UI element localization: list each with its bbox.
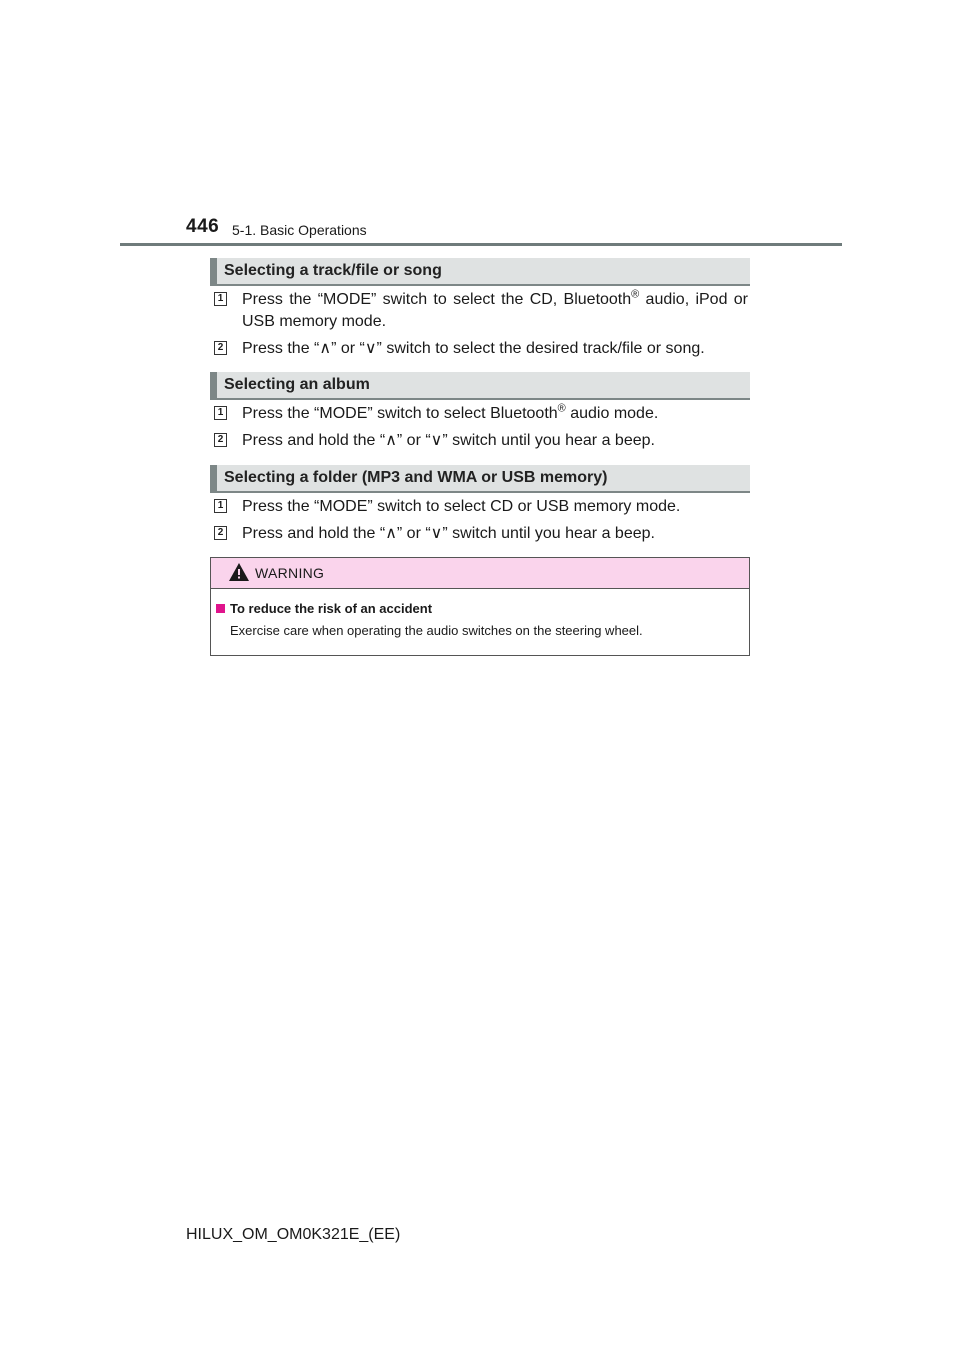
warning-label: WARNING <box>255 565 325 581</box>
section-heading-text: Selecting a folder (MP3 and WMA or USB memory) <box>224 469 608 486</box>
step-text: Press the “MODE” switch to select Bluetooth® audio mode. <box>242 402 659 422</box>
warning-box <box>210 557 750 656</box>
step-text: Press and hold the “∧” or “∨” switch until you hear a beep. <box>242 525 655 542</box>
square-bullet-icon <box>216 604 225 613</box>
step-number: 1 <box>214 292 227 306</box>
step-text: Press the “MODE” switch to select CD or USB memory mode. <box>242 498 681 515</box>
step-number: 2 <box>214 433 227 447</box>
warning-header <box>211 558 749 589</box>
section-heading <box>210 465 750 493</box>
section-heading-text: Selecting an album <box>224 376 370 393</box>
step-text: Press the “MODE” switch to select the CD, Bluetooth® audio, iPod or USB memory mode. <box>242 288 748 330</box>
step-text: Press the “∧” or “∨” switch to select the desired track/file or song. <box>242 340 705 357</box>
header-rule <box>120 243 842 246</box>
warning-triangle-icon <box>229 563 249 581</box>
step-number: 1 <box>214 406 227 420</box>
section-heading <box>210 258 750 286</box>
page-number: 446 <box>186 216 220 237</box>
step-number: 2 <box>214 341 227 355</box>
step-text: Press and hold the “∧” or “∨” switch until you hear a beep. <box>242 432 655 449</box>
section-heading-text: Selecting a track/file or song <box>224 262 442 279</box>
section-heading <box>210 372 750 400</box>
step-number: 1 <box>214 499 227 513</box>
step-number: 2 <box>214 526 227 540</box>
warning-title: To reduce the risk of an accident <box>216 601 432 616</box>
warning-text: Exercise care when operating the audio switches on the steering wheel. <box>230 623 643 638</box>
section-path: 5-1. Basic Operations <box>232 222 367 238</box>
footer-doc-code: HILUX_OM_OM0K321E_(EE) <box>186 1226 401 1243</box>
